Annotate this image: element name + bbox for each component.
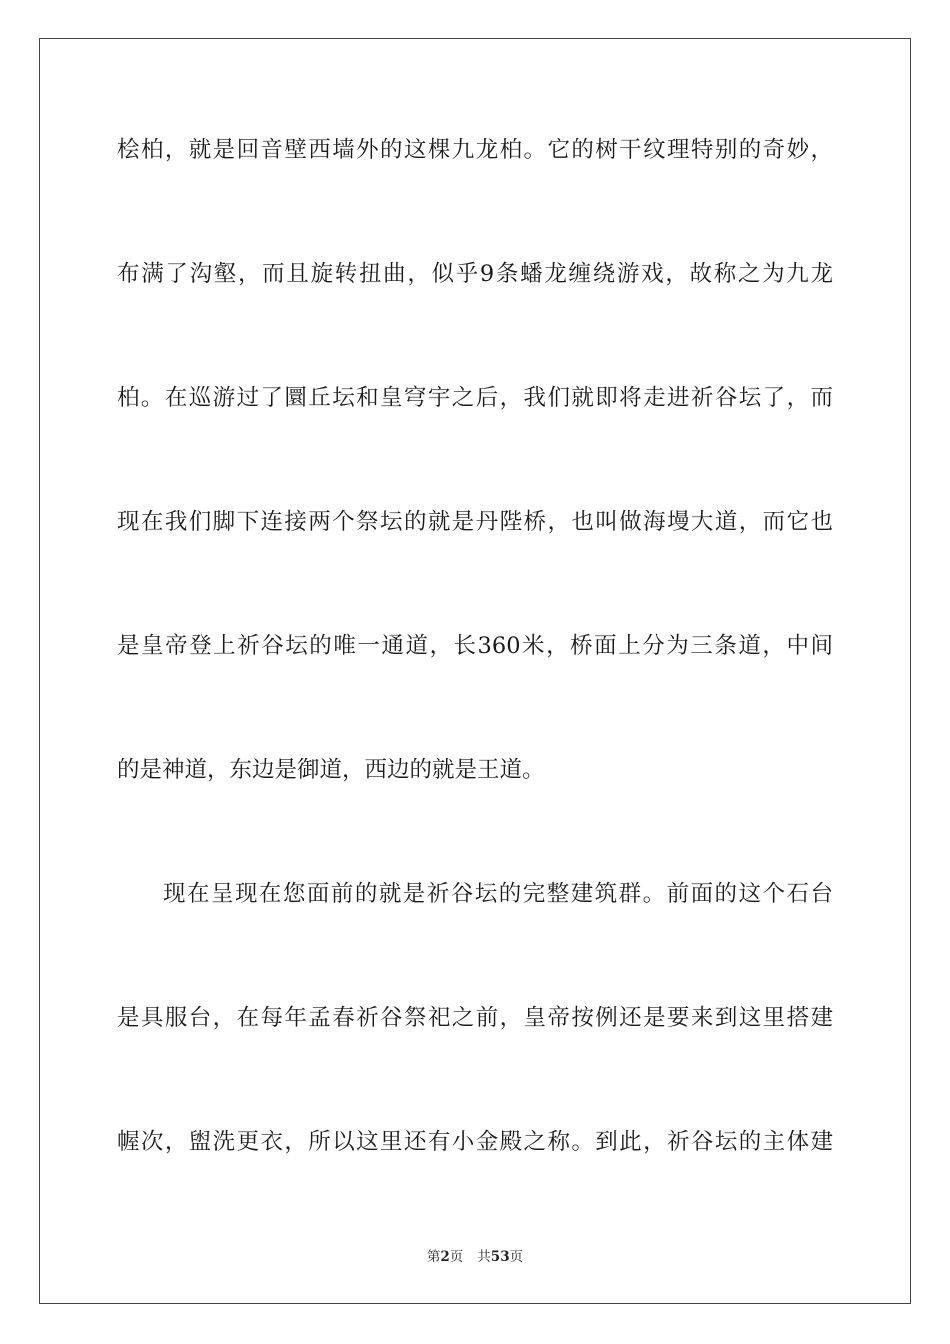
text-line-4: 现在我们脚下连接两个祭坛的就是丹陛桥，也叫做海墁大道，而它也 <box>117 509 833 535</box>
page-footer <box>0 1245 950 1265</box>
text-line-3: 柏。在巡游过了圜丘坛和皇穹宇之后，我们就即将走进祈谷坛了，而 <box>117 385 833 411</box>
footer-page-number: 2 <box>440 1249 450 1265</box>
text-line-8: 是具服台，在每年孟春祈谷祭祀之前，皇帝按例还是要来到这里搭建 <box>117 1005 833 1031</box>
footer-total-prefix: 共 <box>477 1249 491 1265</box>
footer-total-pages: 53 <box>490 1249 510 1265</box>
text-line-1: 桧柏，就是回音壁西墙外的这棵九龙柏。它的树干纹理特别的奇妙， <box>117 137 833 163</box>
footer-page-suffix: 页 <box>449 1249 464 1265</box>
text-line-9: 幄次，盥洗更衣，所以这里还有小金殿之称。到此，祈谷坛的主体建 <box>117 1129 833 1155</box>
footer-total-suffix: 页 <box>509 1249 524 1265</box>
text-line-6: 的是神道，东边是御道，西边的就是王道。 <box>117 757 545 783</box>
footer-page-prefix: 第 <box>426 1249 441 1265</box>
text-line-7: 现在呈现在您面前的就是祈谷坛的完整建筑群。前面的这个石台 <box>163 881 833 907</box>
document-body <box>117 126 833 1242</box>
text-line-5: 是皇帝登上祈谷坛的唯一通道，长360米，桥面上分为三条道，中间 <box>117 633 833 659</box>
text-line-2: 布满了沟壑，而且旋转扭曲，似乎9条蟠龙缠绕游戏，故称之为九龙 <box>117 261 833 287</box>
